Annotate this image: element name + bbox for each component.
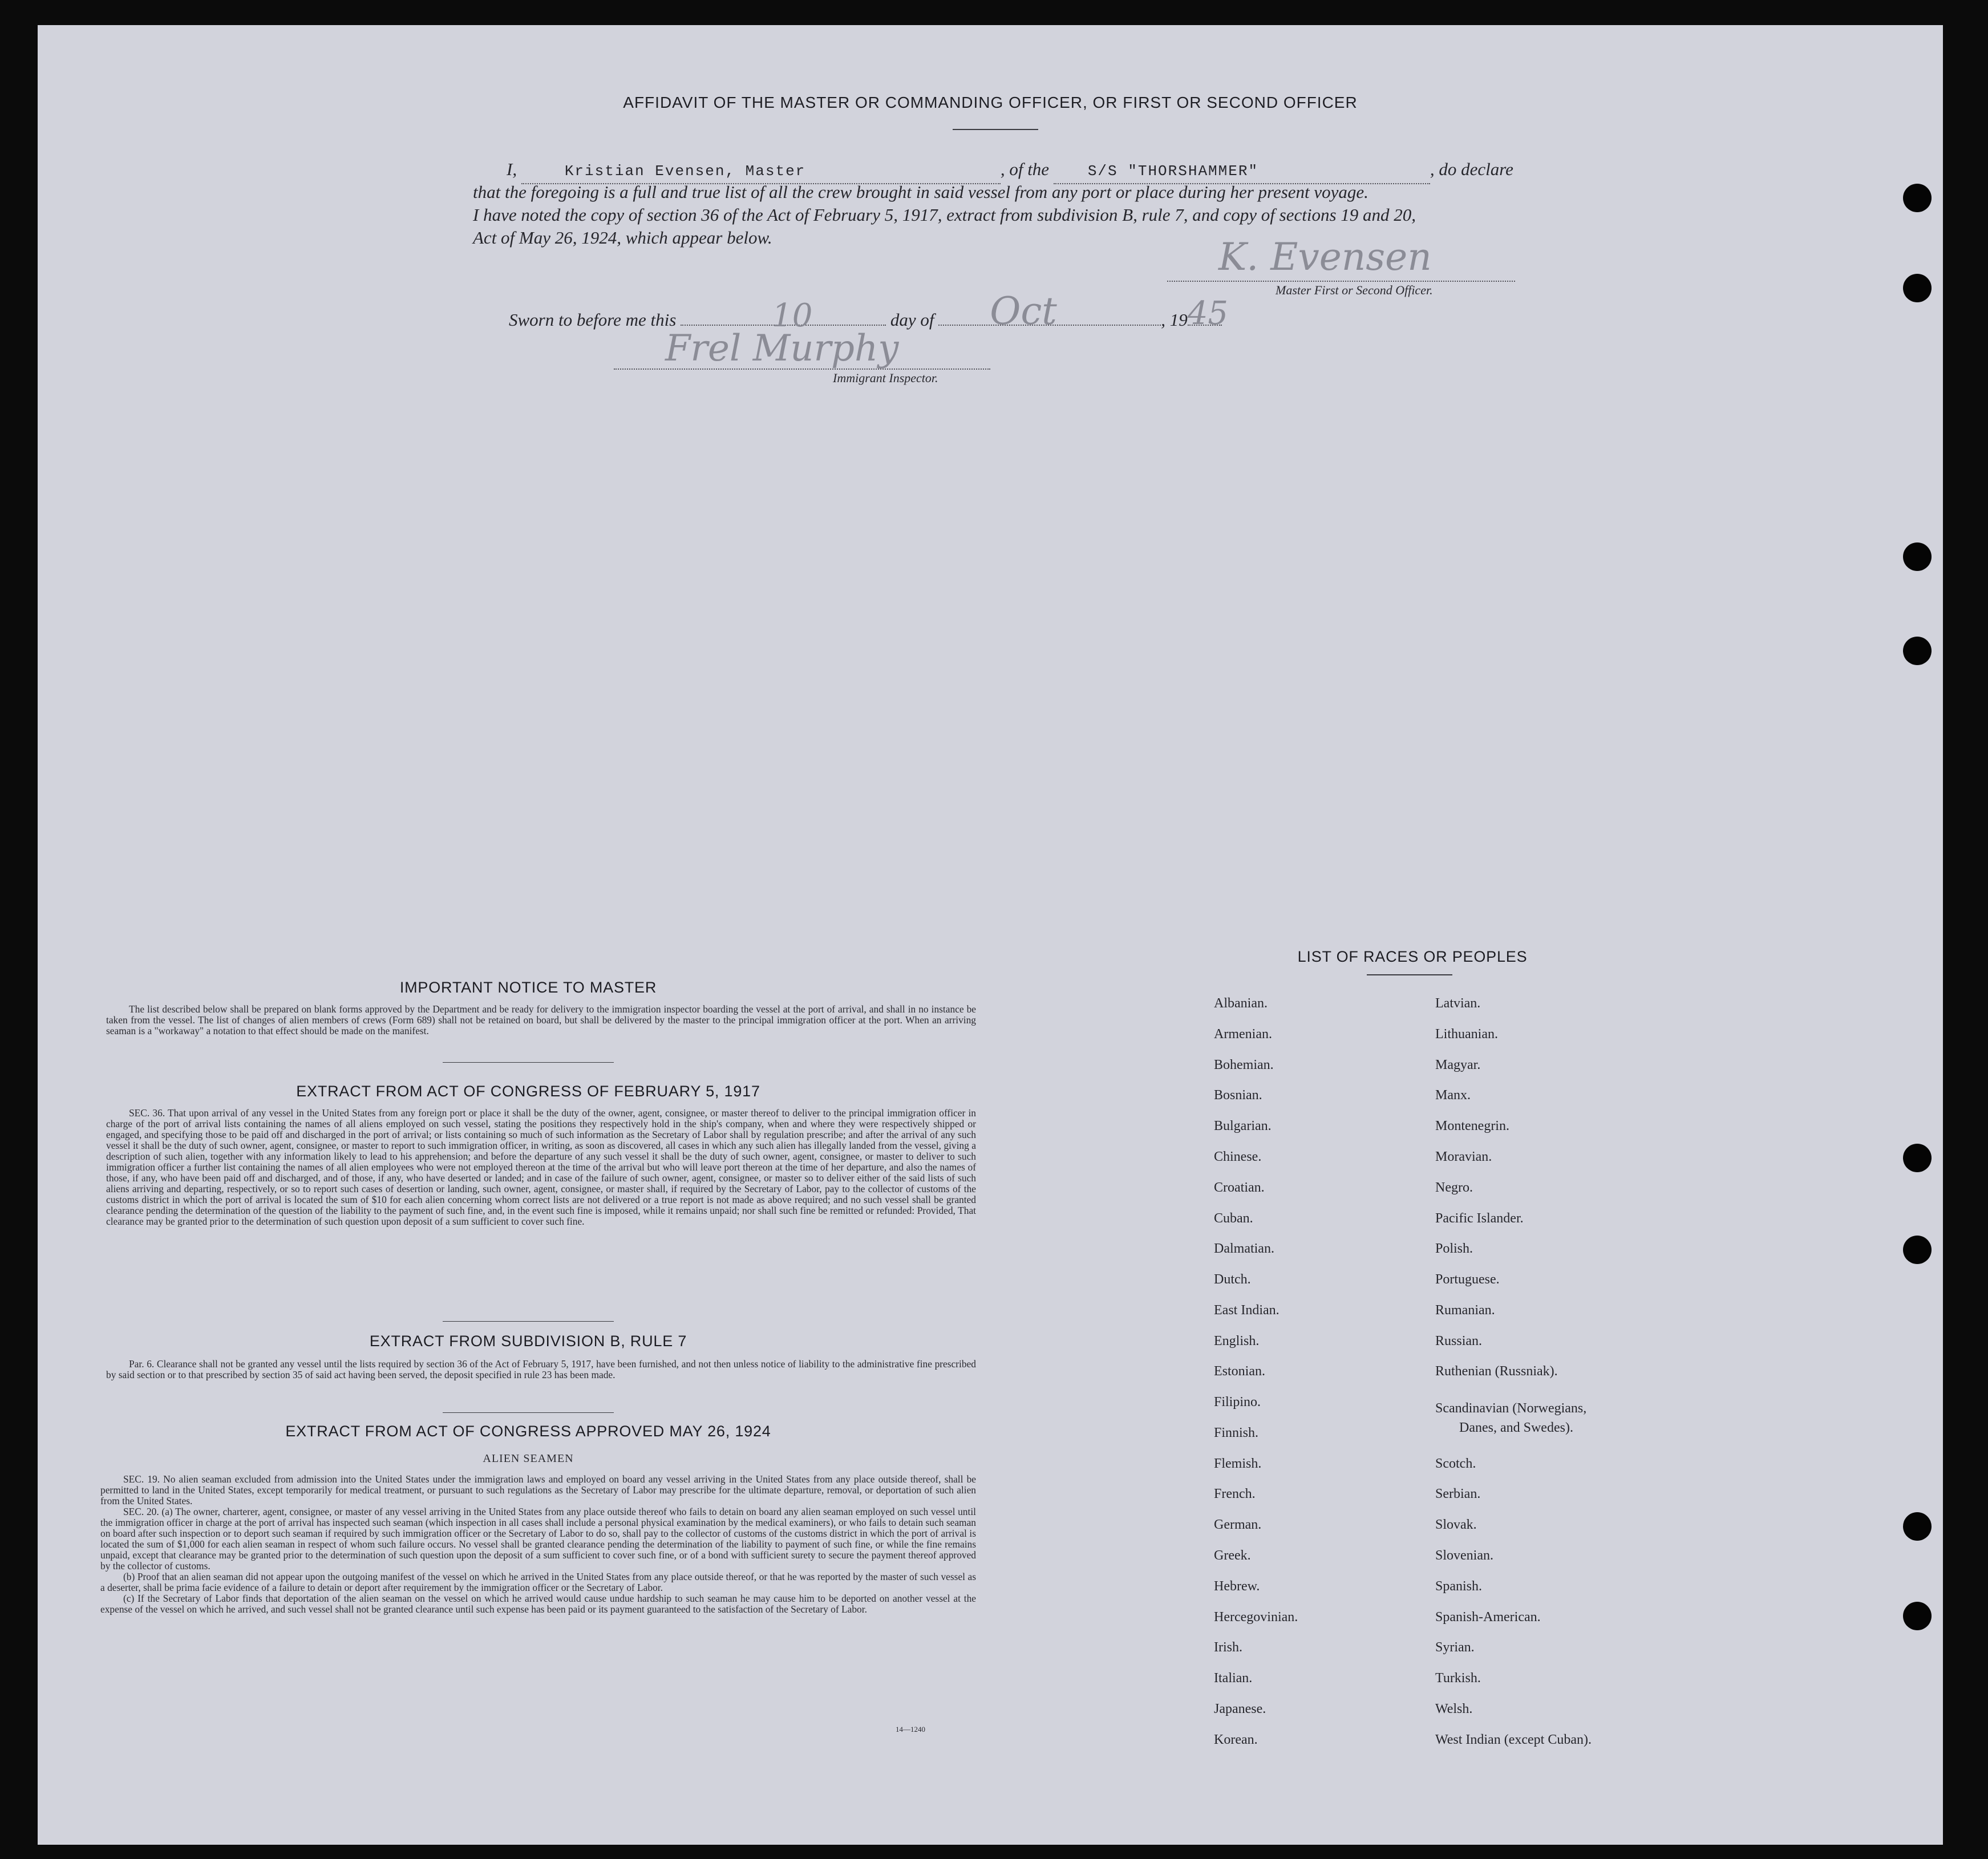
race-item: Welsh. — [1435, 1702, 1473, 1716]
race-item: West Indian (except Cuban). — [1435, 1732, 1592, 1747]
race-item: Hercegovinian. — [1214, 1610, 1298, 1625]
race-item: Irish. — [1214, 1640, 1242, 1655]
notice-body: The list described below shall be prepared on blank forms approved by the Department and be ready for delivery to the immigration inspector boarding the vessel at the port of arrival, and shall in no instance be taken from the vessel. The list of changes of alien members of crews (Form 689) shall not be retained on board, but shall be delivered by the master to the principal immigration officer at the port. When an arriving seaman is a "workaway" a notation to that effect should be made on the manifest. — [106, 1003, 976, 1036]
section-divider — [443, 1321, 614, 1322]
race-item: Japanese. — [1214, 1702, 1266, 1716]
affidavit-title: AFFIDAVIT OF THE MASTER OR COMMANDING OFFICER, OR FIRST OR SECOND OFFICER — [623, 94, 1358, 111]
race-item: Greek. — [1214, 1548, 1251, 1563]
race-item: Bulgarian. — [1214, 1119, 1272, 1133]
race-item: Lithuanian. — [1435, 1027, 1498, 1042]
race-item: Korean. — [1214, 1732, 1258, 1747]
race-item: Montenegrin. — [1435, 1119, 1509, 1133]
affidavit-line2: that the foregoing is a full and true list of all the crew brought in said vessel from any port or place during her present voyage. — [473, 182, 1368, 202]
do-declare-text: , do declare — [1430, 159, 1513, 179]
race-item: Estonian. — [1214, 1364, 1265, 1379]
binder-hole — [1903, 1236, 1932, 1264]
race-item: Russian. — [1435, 1334, 1483, 1348]
notice-title: IMPORTANT NOTICE TO MASTER — [399, 979, 657, 996]
race-item: Polish. — [1435, 1241, 1473, 1256]
sworn-month: Oct — [990, 289, 1057, 333]
section-20b: (b) Proof that an alien seaman did not appear upon the outgoing manifest of the vessel on which he arrived in the United States from any place outside thereof, or that he was reported by the master of such vessel as a deserter, shall be prima facie evidence of a failure to detain or deport after requirement by the immigration officer or the Secretary of Labor. — [100, 1571, 976, 1593]
race-item: Pacific Islander. — [1435, 1211, 1524, 1226]
sworn-day: 10 — [772, 297, 813, 334]
race-item: Negro. — [1435, 1180, 1473, 1195]
race-item: Scandinavian (Norwegians, — [1435, 1401, 1587, 1416]
master-signature: K. Evensen — [1218, 235, 1432, 279]
section-divider — [443, 1062, 614, 1063]
race-item: Albanian. — [1214, 996, 1268, 1011]
race-item: Italian. — [1214, 1671, 1253, 1686]
race-item: Dutch. — [1214, 1272, 1251, 1287]
race-item: German. — [1214, 1517, 1262, 1532]
race-item: Flemish. — [1214, 1456, 1262, 1471]
race-item: Croatian. — [1214, 1180, 1265, 1195]
inspector-line — [614, 368, 990, 370]
race-item: Cuban. — [1214, 1211, 1253, 1226]
subdivision-b-body: Par. 6. Clearance shall not be granted any vessel until the lists required by section 36 of the Act of February 5, 1917, have been furnished, and not then unless notice of liability to the administrative fine prescribed by said section or to that prescribed by section 35 of said act having been served, the deposit specified in rule 23 has been made. — [106, 1358, 976, 1380]
binder-hole — [1903, 1602, 1932, 1630]
binder-hole — [1903, 274, 1932, 302]
race-item: Bohemian. — [1214, 1058, 1274, 1072]
binder-hole — [1903, 1512, 1932, 1541]
year-prefix: , 19 — [1161, 310, 1188, 330]
race-item: Scotch. — [1435, 1456, 1476, 1471]
section-divider — [443, 1412, 614, 1413]
race-item: Spanish. — [1435, 1579, 1483, 1594]
section-20c: (c) If the Secretary of Labor finds that deportation of the alien seaman on the vessel on which he arrived would cause undue hardship to such seaman he may cause him to be deported on another vessel at the expense of the vessel on which he arrived, and such vessel shall not be granted clearance until such expense has been paid or its payment guaranteed to the satisfaction of the Secretary of Labor. — [100, 1593, 976, 1615]
extract-1917-title: EXTRACT FROM ACT OF CONGRESS OF FEBRUARY 5, 1917 — [296, 1083, 760, 1100]
race-item: Serbian. — [1435, 1487, 1481, 1501]
affidavit-line4: Act of May 26, 1924, which appear below. — [473, 228, 772, 248]
race-item: English. — [1214, 1334, 1260, 1348]
race-item: Magyar. — [1435, 1058, 1481, 1072]
race-item: French. — [1214, 1487, 1256, 1501]
race-item: Danes, and Swedes). — [1459, 1420, 1573, 1435]
race-item: Hebrew. — [1214, 1579, 1260, 1594]
race-item: Turkish. — [1435, 1671, 1481, 1686]
section-19: SEC. 19. No alien seaman excluded from admission into the United States under the immigration laws and employed on board any vessel arriving in the United States from any place outside thereof, shall be permitted to land in the United States, except temporarily for medical treatment, or pursuant to such regulations as the Secretary of Labor may prescribe for the ultimate departure, removal, or deportation of such alien from the United States. — [100, 1473, 976, 1506]
race-item: Moravian. — [1435, 1149, 1492, 1164]
extract-1924-title: EXTRACT FROM ACT OF CONGRESS APPROVED MAY 26, 1924 — [285, 1423, 771, 1440]
form-number: 14—1240 — [896, 1725, 925, 1734]
document-page — [38, 25, 1943, 1845]
section-20a: SEC. 20. (a) The owner, charterer, agent, consignee, or master of any vessel arriving in the United States from any place outside thereof who fails to detain on board any alien seaman employed on such vessel until the immigration officer in charge at the port of arrival has inspected such seaman (which inspection in all cases shall include a personal physical examination by the medical examiners), or who fails to detain such seaman on board after such inspection or to deport such seaman if required by such immigration officer or the Secretary of Labor to do so, shall pay to the collector of customs of the customs district in which the port of arrival is located the sum of $1,000 for each alien seaman in respect of whom such failure occurs. No vessel shall be granted clearance pending the determination of the liability to payment of such fine, or while the fine remains unpaid, except that clearance may be granted prior to the determination of such question upon the deposit of a sum sufficient to cover such fine, or of a bond with sufficient surety to secure the payment thereof approved by the collector of customs. — [100, 1506, 976, 1572]
races-title: LIST OF RACES OR PEOPLES — [1297, 948, 1528, 965]
inspector-caption: Immigrant Inspector. — [833, 371, 938, 385]
binder-hole — [1903, 184, 1932, 212]
race-item: Dalmatian. — [1214, 1241, 1274, 1256]
of-the-text: , of the — [1000, 159, 1050, 179]
signature-line — [1167, 281, 1515, 282]
year-suffix: 45 — [1187, 295, 1228, 332]
master-caption: Master First or Second Officer. — [1276, 283, 1433, 297]
race-item: Rumanian. — [1435, 1303, 1495, 1318]
subdivision-b-title: EXTRACT FROM SUBDIVISION B, RULE 7 — [369, 1333, 687, 1350]
race-item: Spanish-American. — [1435, 1610, 1541, 1625]
master-name: Kristian Evensen, Master — [564, 163, 806, 180]
race-item: Manx. — [1435, 1088, 1471, 1103]
extract-1917-body: SEC. 36. That upon arrival of any vessel in the United States from any foreign port or place it shall be the duty of the owner, agent, consignee, or master thereof to deliver to the principal immigration officer in charge of the port of arrival lists containing the names of all aliens employed on such vessel, stating the positions they respectively hold in the ship's company, when and where they were respectively shipped or engaged, and specifying those to be paid off and discharged in the port of arrival; or lists containing so much of such information as the Secretary of Labor shall by regulation prescribe; and after the arrival of any such vessel it shall be the duty of such owner, agent, consignee, or master to report to such immigration officer, in writing, as soon as discovered, all cases in which any such alien has illegally landed from the vessel, giving a description of such alien, together with any information likely to lead to his apprehension; and before the departure of any such vessel it shall be the duty of such owner, agent, consignee, or master to deliver to such immigration officer a further list containing the names of all alien employees who were not employed thereon at the time of the arrival but who will leave port thereon at the time of her departure, and also the names of those, if any, who have been paid off and discharged, and of those, if any, who have deserted or landed; and in case of the failure of such owner, agent, consignee, or master so to deliver either of the said lists of such aliens arriving and departing, respectively, or so to report such cases of desertion or landing, such owner, agent, consignee, or master shall, if required by the Secretary of Labor, pay to the collector of customs of the customs district in which the port of arrival is located the sum of $10 for each alien concerning whom correct lists are not delivered or a true report is not made as above required; and no such vessel shall be granted clearance pending the determination of the question of the liability to the payment of such fine, and, in the event such fine is imposed, while it remains unpaid; nor shall such fine be remitted or refunded: Provided, That clearance may be granted prior to the determination of such question upon deposit of a sum sufficient to cover such fine. — [106, 1107, 976, 1227]
race-item: Finnish. — [1214, 1425, 1259, 1440]
affidavit-line3: I have noted the copy of section 36 of the Act of February 5, 1917, extract from subdivision B, rule 7, and copy of sections 19 and 20, — [473, 205, 1416, 225]
binder-hole — [1903, 1144, 1932, 1172]
day-of-text: day of — [890, 310, 934, 330]
binder-hole — [1903, 542, 1932, 571]
race-item: Latvian. — [1435, 996, 1481, 1011]
inspector-signature: Frel Murphy — [665, 327, 899, 370]
race-item: Bosnian. — [1214, 1088, 1262, 1103]
race-item: Ruthenian (Russniak). — [1435, 1364, 1558, 1379]
affidavit-pre-name: I, — [507, 159, 517, 179]
vessel-name: S/S "THORSHAMMER" — [1087, 163, 1259, 180]
race-item: Chinese. — [1214, 1149, 1262, 1164]
race-item: Armenian. — [1214, 1027, 1272, 1042]
race-item: Filipino. — [1214, 1395, 1261, 1410]
sworn-text: Sworn to before me this — [509, 310, 677, 330]
race-item: Slovenian. — [1435, 1548, 1493, 1563]
race-item: Syrian. — [1435, 1640, 1475, 1655]
extract-1924-body — [100, 1474, 976, 1615]
alien-seamen-subtitle: ALIEN SEAMEN — [483, 1452, 574, 1465]
binder-hole — [1903, 637, 1932, 665]
race-item: East Indian. — [1214, 1303, 1280, 1318]
race-item: Slovak. — [1435, 1517, 1477, 1532]
race-item: Portuguese. — [1435, 1272, 1500, 1287]
races-divider — [1367, 974, 1452, 975]
title-divider — [953, 129, 1038, 130]
